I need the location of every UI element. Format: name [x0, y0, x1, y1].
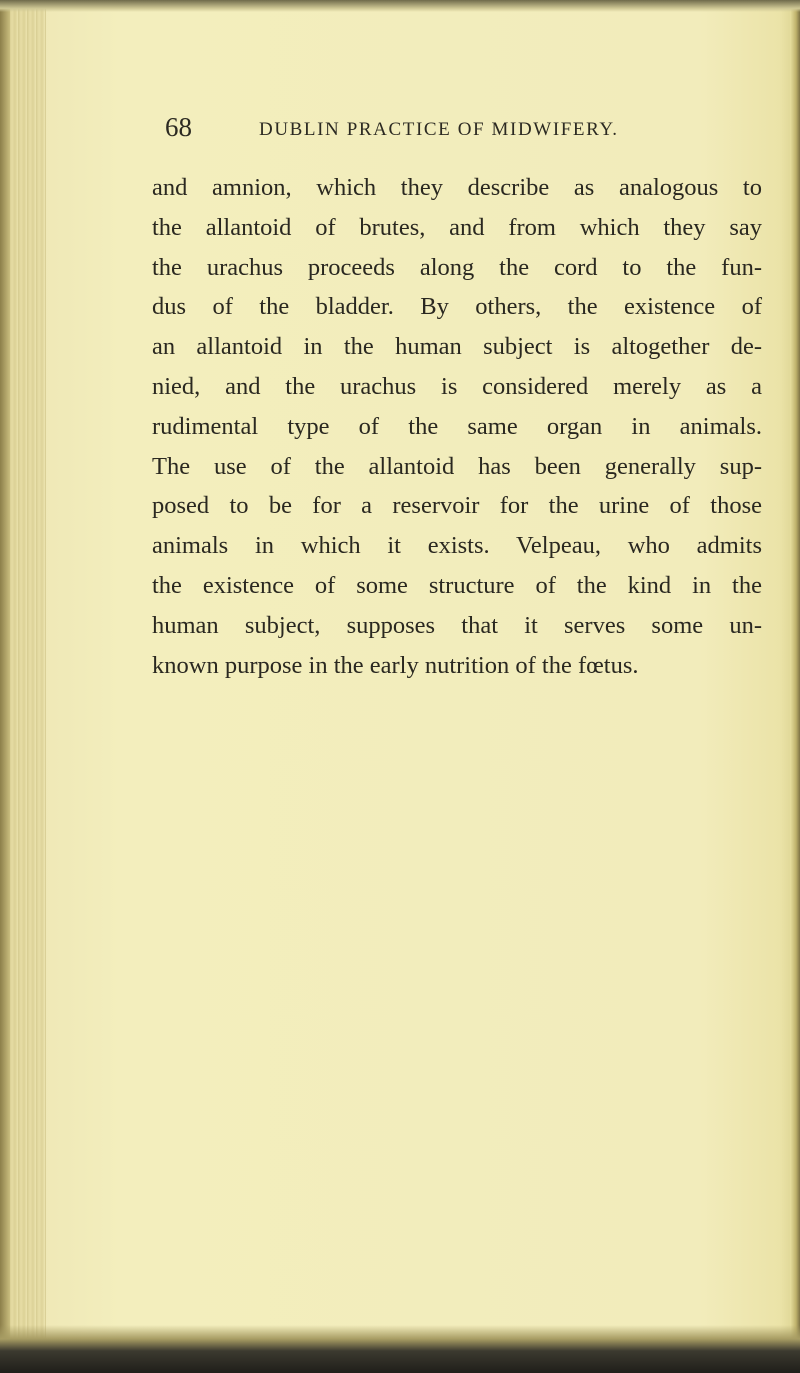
page-bottom-edge	[0, 1325, 800, 1373]
text-line: the allantoid of brutes, and from which they say	[152, 213, 762, 241]
text-line: The use of the allantoid has been generally sup-	[152, 452, 762, 480]
text-line: known purpose in the early nutrition of the fœtus.	[152, 651, 639, 679]
page-gutter-shadow	[0, 0, 10, 1373]
page-right-edge	[790, 0, 800, 1373]
text-line: an allantoid in the human subject is altogether de-	[152, 333, 762, 361]
text-line: the existence of some structure of the kind in the	[152, 571, 762, 599]
text-line: human subject, supposes that it serves some un-	[152, 611, 762, 639]
page-top-edge	[0, 0, 800, 12]
text-line: the urachus proceeds along the cord to the fun-	[152, 253, 762, 281]
page-number: 68	[165, 112, 192, 142]
text-line: animals in which it exists. Velpeau, who admits	[152, 532, 762, 560]
text-line: nied, and the urachus is considered merely as a	[152, 372, 762, 400]
body-paragraph	[152, 168, 762, 685]
text-line: rudimental type of the same organ in animals.	[152, 412, 762, 440]
text-line: posed to be for a reservoir for the urine of those	[152, 492, 762, 520]
text-line: and amnion, which they describe as analogous to	[152, 174, 762, 201]
running-title: DUBLIN PRACTICE OF MIDWIFERY.	[259, 119, 619, 140]
text-line: dus of the bladder. By others, the existence of	[152, 293, 762, 321]
